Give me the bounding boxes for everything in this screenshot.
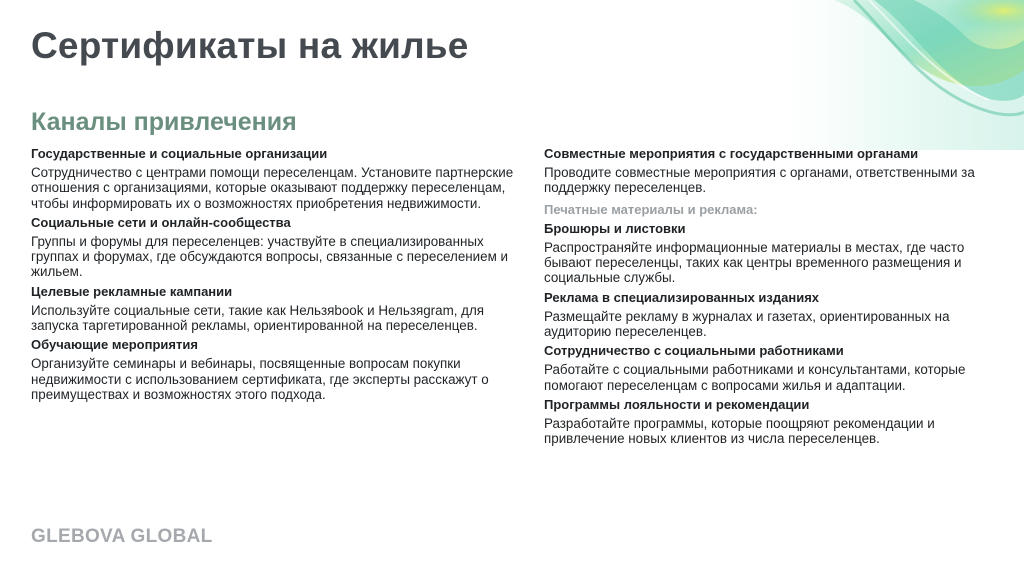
page-title: Сертификаты на жилье [31,25,469,66]
channel-text: Используйте социальные сети, такие как Нельзяbook и Нельзяgram, для запуска таргетированной рекламы, ориентированной на переселенцев. [31,302,485,334]
channel-block [31,146,521,211]
channel-block [544,343,984,393]
channel-block [31,215,521,280]
section-subtitle: Каналы привлечения [31,108,297,136]
left-column [31,146,521,406]
section-label-print: Печатные материалы и реклама: [544,201,758,217]
channel-heading: Целевые рекламные кампании [31,283,233,299]
channel-text: Группы и форумы для переселенцев: участвуйте в специализированных группах и форумах, где обсуждаются вопросы, связанные с переселением и жильем. [31,234,509,280]
channel-heading: Сотрудничество с социальными работниками [544,343,844,359]
channel-text: Работайте с социальными работниками и консультантами, которые помогают переселенцам с вопросами жилья и адаптации. [544,362,966,393]
channel-heading: Программы лояльности и рекомендации [544,396,810,412]
channel-block [31,337,521,402]
channel-heading: Реклама в специализированных изданиях [544,289,820,305]
channel-text: Организуйте семинары и вебинары, посвященные вопросам покупки недвижимости с использованием сертификата, где эксперты расскажут о преимуществах и возможностях этого подхода. [31,356,489,402]
channel-block [544,397,984,447]
channel-heading: Социальные сети и онлайн-сообщества [31,214,291,230]
channel-heading: Государственные и социальные организации [31,146,328,161]
channel-text: Распространяйте информационные материалы в местах, где часто бывают переселенцы, таких как центры временного размещения и социальные службы. [544,240,965,286]
channel-block [544,221,984,286]
channel-text: Проводите совместные мероприятия с органами, ответственными за поддержку переселенцев. [544,165,975,196]
channel-heading: Брошюры и листовки [544,220,686,236]
channel-heading: Обучающие мероприятия [31,337,198,353]
channel-block [544,146,984,196]
channel-block [31,284,521,334]
channel-text: Разработайте программы, которые поощряют рекомендации и привлечение новых клиентов из числа переселенцев. [544,416,935,447]
channel-block [544,290,984,340]
channel-heading: Совместные мероприятия с государственными органами [544,146,919,161]
right-column [544,146,984,450]
brand-footer: GLEBOVA GLOBAL [31,526,213,547]
decorative-gradient-swirl [774,0,1024,150]
channel-text: Сотрудничество с центрами помощи переселенцам. Установите партнерские отношения с организациями, которые оказывают поддержку переселенцам, чтобы информировать их о возможностях приобретения недвижимости. [31,165,514,211]
channel-text: Размещайте рекламу в журналах и газетах, ориентированных на аудиторию переселенцев. [544,308,950,340]
